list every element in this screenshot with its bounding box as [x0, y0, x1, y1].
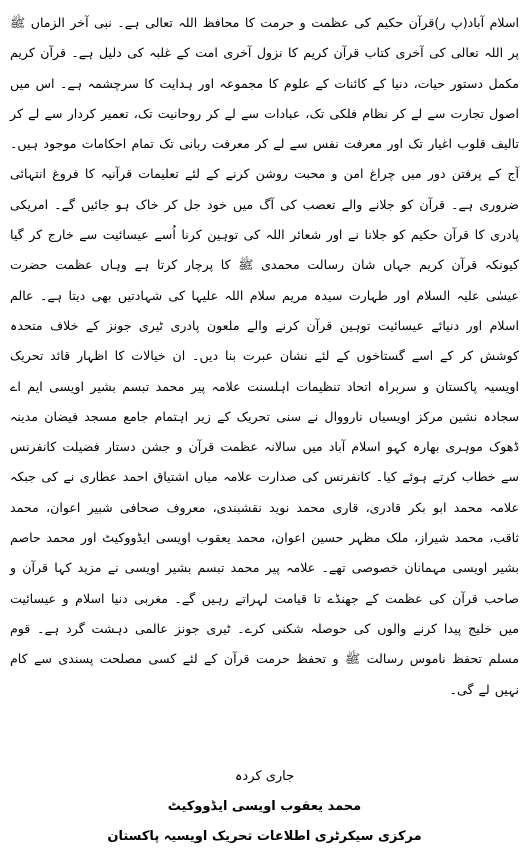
signatory-office: مرکزی سیکرٹری اطلاعات تحریک اویسیہ پاکستان: [107, 829, 422, 844]
signature-block: [0, 762, 529, 852]
article-body: اسلام آباد(پ ر)قرآن حکیم کی عظمت و حرمت کا محافظ اللہ تعالی ہے۔ نبی آخر الزماں ﷺ پر اللہ تعالی کی آخری کتاب قرآن کریم کا نزول آخری امت کے غلبہ کی دلیل ہے۔ قرآن کریم مکمل دستور حیات، دنیا کے کائنات کے علوم کا مجموعہ اور ہدایت کا سرچشمہ ہے۔ اس میں اصول تجارت سے لے کر نظام فلکی تک، عبادات سے لے کر روحانیت تک، تعمیر کردار سے لے کر تالیف قلوب اغیار تک اور معرفت نفس سے لے کر معرفت ربانی تک تمام احکامات موجود ہیں۔ آج کے پرفتن دور میں چراغ امن و محبت روشن کرنے کے لئے تعلیمات قرآنیہ کا فروغ انتہائی ضروری ہے۔ قرآن کو جلانے والے تعصب کی آگ میں خود جل کر خاک ہو جائیں گے۔ امریکی پادری کا قرآن حکیم کو جلانا نے اور شعائر اللہ کی توہین کرنا اُسے عیسائیت سے خارج کر گیا کیونکہ قرآن کریم جہاں شان رسالت محمدی ﷺ کا پرچار کرتا ہے وہاں عظمت حضرت عیسٰی علیہ السلام اور طہارت سیدہ مریم سلام اللہ علیہا کی شہادتیں بھی دیتا ہے۔ عالم اسلام اور دنیائے عیسائیت توہین قرآن کرنے والے ملعون پادری ٹیری جونز کے خلاف متحدہ کوشش کر کے اسے گستاخوں کے لئے نشان عبرت بنا دیں۔ ان خیالات کا اظہار قائد تحریک اویسیہ پاکستان و سربراہ اتحاد تنظیمات اہلسنت علامہ پیر محمد تبسم بشیر اویسی ایم اے سجادہ نشین مرکز اویسیاں نارووال نے سنی تحریک کے زیر اہتمام جامع مسجد فیضان مدینہ ڈھوک موہری بھارہ کہو اسلام آباد میں سالانہ عظمت قرآن و جشن دستار فضیلت کانفرنس سے خطاب کرتے ہوئے کیا۔ کانفرنس کی صدارت علامہ میاں اشتیاق احمد عطاری نے کی جبکہ علامہ محمد ابو بکر قادری، قاری محمد نوید نقشبندی، معروف صحافی شبیر اعوان، محمد ثاقب، محمد شیراز، ملک مظہر حسین اعوان، محمد یعقوب اویسی ایڈووکیٹ اور محمد حاصم بشیر اویسی مہمانان خصوصی تھے۔ علامہ پیر محمد تبسم بشیر اویسی نے مزید کہا قرآن و صاحب قرآن کی عظمت کے جھنڈے تا قیامت لہراتے رہیں گے۔ مغربی دنیا اسلام و عیسائیت میں خلیج پیدا کرنے والوں کی حوصلہ شکنی کرے۔ ٹیری جونز عالمی دہشت گرد ہے۔ قوم مسلم تحفظ ناموس رسالت ﷺ و تحفظ حرمت قرآن کے لئے کسی مصلحت پسندی سے کام نہیں لے گی۔: [10, 15, 519, 697]
issued-by-label: جاری کردہ: [234, 769, 295, 784]
signatory-name: محمد یعقوب اویسی ایڈووکیٹ: [167, 799, 362, 814]
